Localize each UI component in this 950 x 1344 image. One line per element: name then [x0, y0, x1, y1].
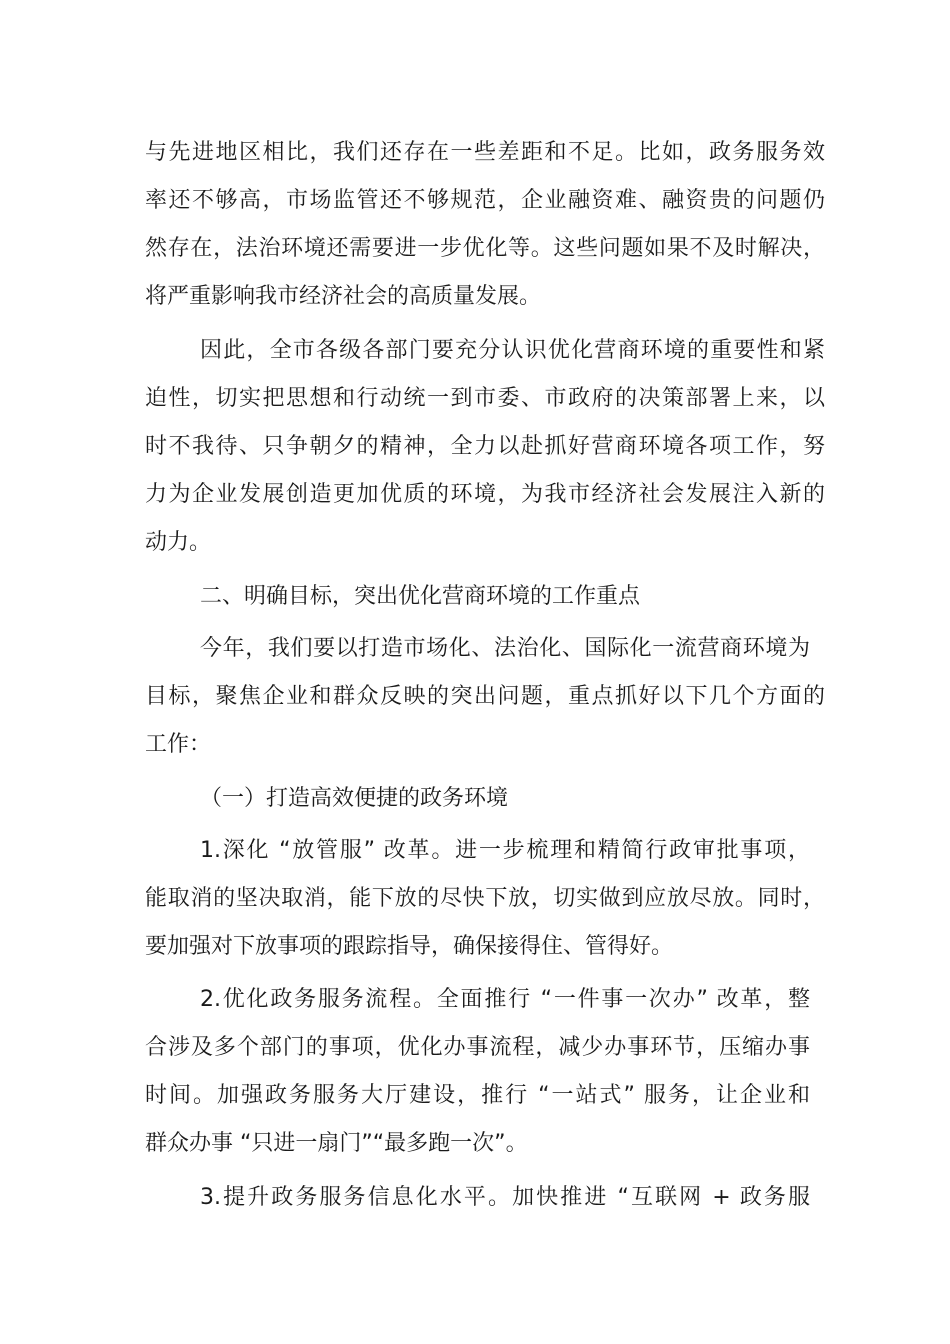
text-line: 工作： [145, 732, 212, 757]
text-line: 目标，聚焦企业和群众反映的突出问题，重点抓好以下几个方面的 [145, 684, 825, 709]
text-line: 动力。 [145, 530, 212, 555]
section-heading: 二、明确目标，突出优化营商环境的工作重点 [200, 584, 641, 609]
text-line: 时间。加强政务服务大厅建设，推行 “一站式” 服务，让企业和 [145, 1083, 810, 1108]
text-line: 时不我待、只争朝夕的精神，全力以赴抓好营商环境各项工作，努 [145, 434, 825, 459]
text-line: 2.优化政务服务流程。全面推行 “一件事一次办” 改革，整 [200, 987, 810, 1012]
text-line: 力为企业发展创造更加优质的环境，为我市经济社会发展注入新的 [145, 482, 825, 507]
text-line: 3.提升政务服务信息化水平。加快推进 “互联网 + 政务服 [200, 1185, 810, 1210]
text-line: 今年，我们要以打造市场化、法治化、国际化一流营商环境为 [200, 636, 810, 661]
text-line: 然存在，法治环境还需要进一步优化等。这些问题如果不及时解决， [145, 236, 825, 261]
text-line: 1.深化 “放管服” 改革。进一步梳理和精简行政审批事项， [200, 838, 810, 863]
text-line: 群众办事 “只进一扇门”“最多跑一次”。 [145, 1131, 528, 1156]
subsection-heading: （一）打造高效便捷的政务环境 [200, 786, 509, 811]
text-line: 率还不够高，市场监管还不够规范，企业融资难、融资贵的问题仍 [145, 188, 825, 213]
text-line: 合涉及多个部门的事项，优化办事流程，减少办事环节，压缩办事 [145, 1035, 810, 1060]
text-line: 与先进地区相比，我们还存在一些差距和不足。比如，政务服务效 [145, 140, 825, 165]
text-line: 因此，全市各级各部门要充分认识优化营商环境的重要性和紧 [200, 338, 825, 363]
text-line: 将严重影响我市经济社会的高质量发展。 [145, 284, 542, 309]
text-line: 要加强对下放事项的跟踪指导，确保接得住、管得好。 [145, 934, 674, 959]
text-line: 能取消的坚决取消，能下放的尽快下放，切实做到应放尽放。同时， [145, 886, 825, 911]
text-line: 迫性，切实把思想和行动统一到市委、市政府的决策部署上来，以 [145, 386, 825, 411]
